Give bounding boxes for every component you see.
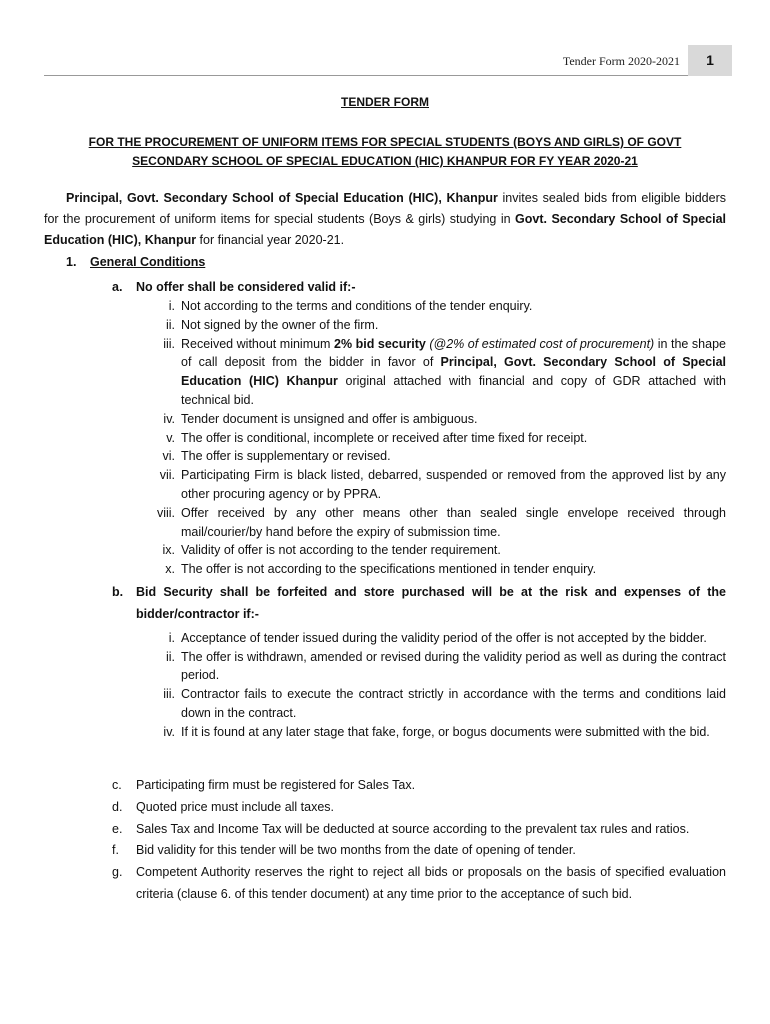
page-number: 1	[688, 45, 732, 76]
list-item	[112, 429, 726, 448]
list-item	[112, 648, 726, 685]
item-text: The offer is withdrawn, amended or revised during the validity period as well as during the contract period.	[181, 649, 726, 683]
item-letter: c.	[112, 778, 122, 792]
header-rule	[44, 75, 688, 76]
list-item	[112, 797, 726, 819]
list-item	[112, 629, 726, 648]
item-text: Not signed by the owner of the firm.	[181, 317, 379, 332]
section-1-title: General Conditions	[90, 255, 206, 269]
item-text: Participating Firm is black listed, debarred, suspended or removed from the approved list by any other procuring agency or by PPRA.	[181, 468, 726, 501]
item-text: Bid validity for this tender will be two months from the date of opening of tender.	[136, 843, 576, 858]
list-item	[112, 410, 726, 429]
list-item	[112, 560, 726, 579]
item-number: iv.	[163, 411, 175, 426]
item-number: iii.	[163, 336, 175, 351]
item-text-part: Received without minimum	[181, 336, 334, 351]
header-form-label: Tender Form 2020-2021	[562, 54, 680, 68]
item-text: The offer is conditional, incomplete or received after time fixed for receipt.	[181, 430, 588, 445]
item-text: If it is found at any later stage that fake, forge, or bogus documents were submitted with the bid.	[181, 724, 710, 739]
item-number: i.	[168, 299, 175, 313]
intro-principal: Principal, Govt. Secondary School of Special Education (HIC), Khanpur	[66, 191, 498, 205]
list-item	[112, 685, 726, 722]
document-subtitle: FOR THE PROCUREMENT OF UNIFORM ITEMS FOR SPECIAL STUDENTS (BOYS AND GIRLS) OF GOVT SECONDARY SCHOOL OF SPECIAL EDUCATION (HIC) KHANPUR FOR FY YEAR 2020-21	[88, 135, 682, 168]
list-item	[112, 297, 726, 316]
item-text: Quoted price must include all taxes.	[136, 799, 335, 814]
document-title: TENDER FORM	[341, 95, 429, 109]
item-text: Tender document is unsigned and offer is ambiguous.	[181, 411, 478, 426]
item-text: Offer received by any other means other than sealed single envelope received through mail/courier/by hand before the expiry of submission time.	[181, 505, 726, 539]
clause-a-label: a.	[112, 280, 123, 294]
list-item	[112, 819, 726, 841]
clause-b-label: b.	[112, 585, 124, 599]
clause-a-heading-row	[112, 278, 726, 297]
item-text: The offer is not according to the specifications mentioned in tender enquiry.	[181, 562, 597, 577]
clause-a	[112, 278, 726, 579]
item-number: ix.	[162, 543, 175, 558]
list-item	[112, 504, 726, 542]
item-number: vi.	[162, 449, 175, 464]
item-number: iii.	[163, 687, 175, 702]
item-number: iv.	[163, 724, 175, 739]
item-letter: f.	[112, 843, 119, 858]
item-text: The offer is supplementary or revised.	[181, 449, 391, 464]
item-text: Validity of offer is not according to the tender requirement.	[181, 543, 501, 558]
intro-text-1: invites sealed bids from eligible bidders for the procurement of uniform items for special students (Boys & girls) studying in	[44, 191, 726, 226]
clause-b-heading: Bid Security shall be forfeited and store purchased will be at the risk and expenses of the bidder/contractor if:-	[136, 585, 726, 621]
item-text: Sales Tax and Income Tax will be deducted at source according to the prevalent tax rules and ratios.	[136, 821, 690, 836]
bid-security-note: (@2% of estimated cost of procurement)	[429, 336, 655, 351]
item-number: viii.	[156, 505, 175, 520]
item-number: ii.	[165, 649, 175, 664]
item-letter: g.	[112, 865, 123, 880]
list-item	[112, 775, 726, 797]
item-text	[181, 335, 726, 410]
item-number: vii.	[159, 468, 175, 483]
item-letter: d.	[112, 799, 123, 814]
clause-b-heading-row	[112, 581, 726, 625]
clauses-c-to-g	[112, 775, 726, 906]
payee-emphasis: Principal, Govt. Secondary School of Special Education (HIC) Khanpur	[181, 355, 726, 389]
clause-a-list	[112, 297, 726, 579]
item-text: Participating firm must be registered for Sales Tax.	[136, 778, 416, 792]
list-item	[112, 335, 726, 410]
list-item	[112, 447, 726, 466]
item-letter: e.	[112, 821, 123, 836]
item-number: i.	[168, 631, 175, 645]
item-text: Not according to the terms and conditions of the tender enquiry.	[181, 299, 533, 313]
section-1-number: 1.	[66, 255, 77, 269]
intro-text-2: for financial year 2020-21.	[196, 233, 345, 247]
item-text-part: original attached with financial and copy of GDR attached with technical bid.	[181, 374, 726, 407]
list-item	[112, 723, 726, 742]
list-item	[112, 541, 726, 560]
list-item	[112, 840, 726, 862]
item-text: Contractor fails to execute the contract strictly in accordance with the terms and conditions laid down in the contract.	[181, 687, 726, 720]
item-text: Competent Authority reserves the right to reject all bids or proposals on the basis of specified evaluation criteria (clause 6. of this tender document) at any time prior to the acceptance of such bid.	[136, 865, 726, 901]
clause-b	[112, 581, 726, 741]
item-text-part: in the shape of call deposit from the bidder in favor of	[181, 336, 726, 370]
clause-b-list	[112, 629, 726, 741]
intro-paragraph	[44, 188, 726, 251]
list-item	[112, 466, 726, 504]
list-item	[112, 316, 726, 335]
bid-security-emphasis: 2% bid security	[334, 336, 426, 351]
item-number: x.	[165, 562, 175, 577]
intro-school: Govt. Secondary School of Special Education (HIC), Khanpur	[44, 212, 726, 247]
clause-a-heading: No offer shall be considered valid if:-	[136, 280, 356, 294]
item-text: Acceptance of tender issued during the validity period of the offer is not accepted by the bidder.	[181, 631, 707, 645]
item-number: ii.	[165, 317, 175, 332]
list-item	[112, 862, 726, 906]
item-number: v.	[166, 430, 175, 445]
section-1-heading	[66, 255, 205, 269]
